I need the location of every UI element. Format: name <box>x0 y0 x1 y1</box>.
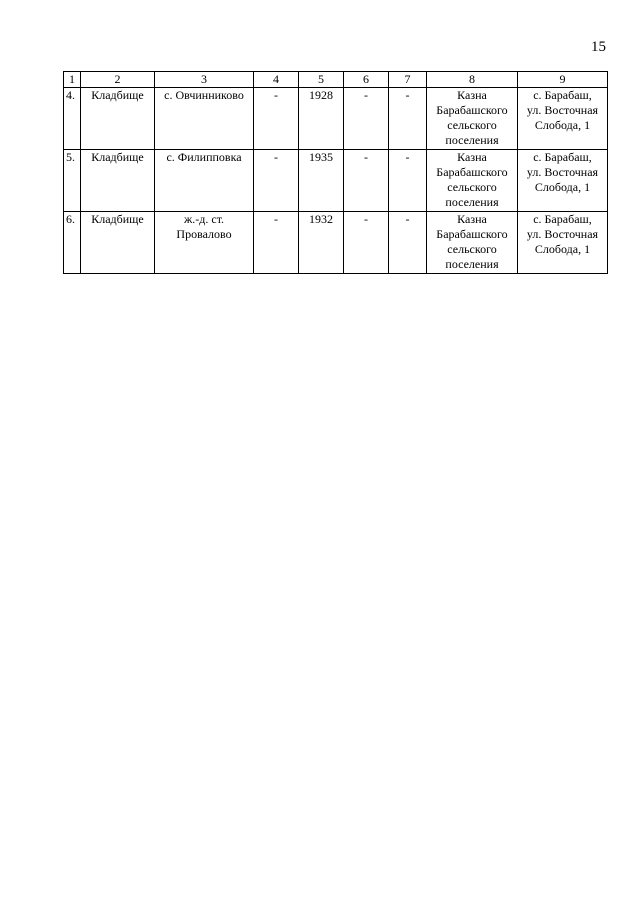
owner-line: Казна <box>457 212 487 226</box>
address-cell <box>518 212 608 274</box>
table-row <box>64 212 608 274</box>
owner-line: Барабашского <box>436 103 508 117</box>
object-location: с. Филипповка <box>155 150 254 212</box>
header-cell-5: 5 <box>299 72 344 88</box>
object-year: 1932 <box>299 212 344 274</box>
object-name: Кладбище <box>81 88 155 150</box>
location-line: Провалово <box>176 227 232 241</box>
header-cell-7: 7 <box>389 72 427 88</box>
owner-line: сельского <box>447 180 497 194</box>
owner-line: сельского <box>447 242 497 256</box>
object-location: с. Овчинниково <box>155 88 254 150</box>
cell-col6: - <box>344 212 389 274</box>
owner-cell <box>427 88 518 150</box>
owner-line: Барабашского <box>436 165 508 179</box>
location-line: ж.-д. ст. <box>183 212 225 226</box>
table-row <box>64 150 608 212</box>
owner-line: сельского <box>447 118 497 132</box>
owner-line: Барабашского <box>436 227 508 241</box>
object-location <box>155 212 254 274</box>
cell-col6: - <box>344 150 389 212</box>
address-line: Слобода, 1 <box>534 118 591 132</box>
header-cell-4: 4 <box>254 72 299 88</box>
cell-col4: - <box>254 212 299 274</box>
header-cell-2: 2 <box>81 72 155 88</box>
address-line: с. Барабаш, <box>533 150 592 164</box>
address-cell <box>518 88 608 150</box>
address-line: с. Барабаш, <box>533 212 592 226</box>
cell-col4: - <box>254 88 299 150</box>
address-line: Слобода, 1 <box>534 242 591 256</box>
row-number: 6. <box>64 212 81 274</box>
owner-cell <box>427 212 518 274</box>
table-row <box>64 88 608 150</box>
header-row <box>64 72 608 88</box>
cell-col7: - <box>389 150 427 212</box>
owner-line: Казна <box>457 88 487 102</box>
address-line: с. Барабаш, <box>533 88 592 102</box>
row-number: 5. <box>64 150 81 212</box>
object-name: Кладбище <box>81 212 155 274</box>
object-year: 1928 <box>299 88 344 150</box>
row-number: 4. <box>64 88 81 150</box>
owner-line: Казна <box>457 150 487 164</box>
address-line: ул. Восточная <box>526 103 599 117</box>
header-cell-6: 6 <box>344 72 389 88</box>
header-cell-8: 8 <box>427 72 518 88</box>
address-line: ул. Восточная <box>526 227 599 241</box>
owner-cell <box>427 150 518 212</box>
header-cell-9: 9 <box>518 72 608 88</box>
header-cell-1: 1 <box>64 72 81 88</box>
address-line: ул. Восточная <box>526 165 599 179</box>
owner-line: поселения <box>445 195 499 209</box>
registry-table <box>63 71 608 274</box>
owner-line: поселения <box>445 257 499 271</box>
cell-col4: - <box>254 150 299 212</box>
header-cell-3: 3 <box>155 72 254 88</box>
object-year: 1935 <box>299 150 344 212</box>
address-cell <box>518 150 608 212</box>
page-number: 15 <box>591 39 606 55</box>
cell-col7: - <box>389 212 427 274</box>
cell-col6: - <box>344 88 389 150</box>
object-name: Кладбище <box>81 150 155 212</box>
address-line: Слобода, 1 <box>534 180 591 194</box>
cell-col7: - <box>389 88 427 150</box>
owner-line: поселения <box>445 133 499 147</box>
